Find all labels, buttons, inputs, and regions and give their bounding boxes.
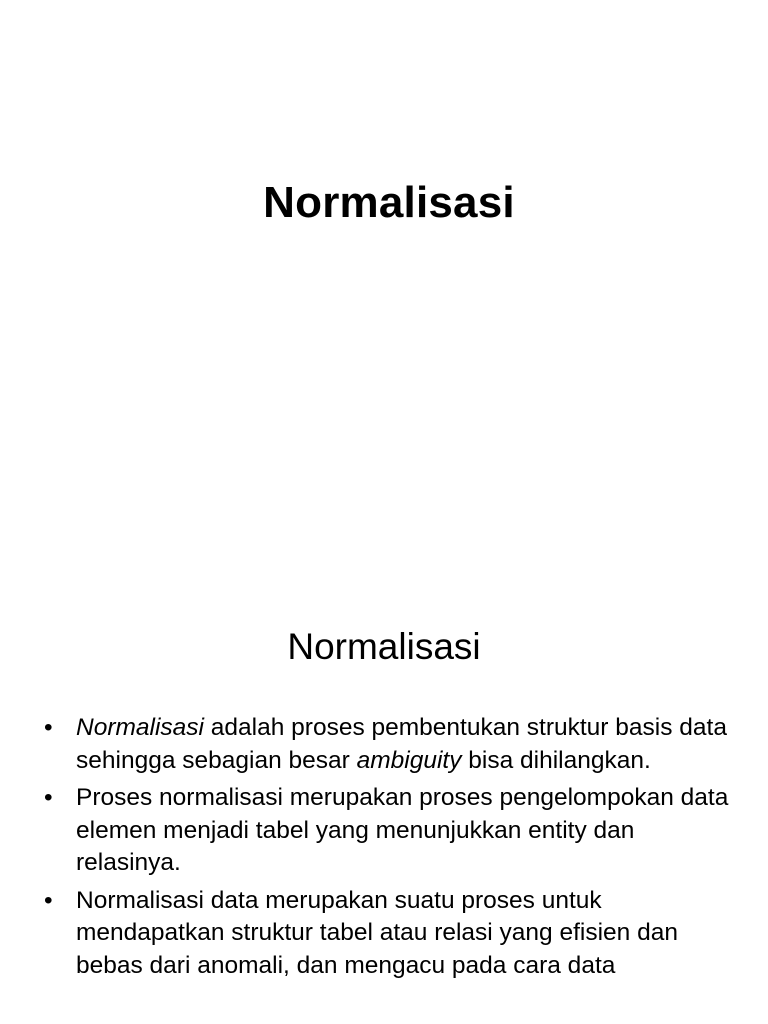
slide-title: Normalisasi <box>263 178 515 227</box>
bullet-text <box>76 714 727 774</box>
italic-term-ambiguity: ambiguity <box>356 746 462 774</box>
bullet-marker: • <box>44 784 53 811</box>
italic-term-normalisasi: Normalisasi <box>76 714 204 741</box>
bullet-marker: • <box>44 714 53 741</box>
bullet-item-data-normalization <box>44 885 734 983</box>
bullet-list <box>44 712 734 987</box>
bullet-marker: • <box>44 886 53 914</box>
bullet-text-segment: bisa dihilangkan. <box>461 746 651 774</box>
bullet-item-definition <box>44 712 734 777</box>
bullet-item-process <box>44 782 734 880</box>
bullet-text: Normalisasi data merupakan suatu proses untuk mendapatkan struktur tabel atau relasi yang efisien dan bebas dari anomali, dan mengacu pada cara data <box>76 886 678 979</box>
content-slide <box>0 576 768 1024</box>
bullet-text: Proses normalisasi merupakan proses pengelompokan data elemen menjadi tabel yang menunjukkan entity dan relasinya. <box>76 784 729 876</box>
bullet-text-segment: adalah proses pembentukan struktur basis data sehingga sebagian besar <box>76 714 727 774</box>
content-slide-title: Normalisasi <box>287 626 481 667</box>
